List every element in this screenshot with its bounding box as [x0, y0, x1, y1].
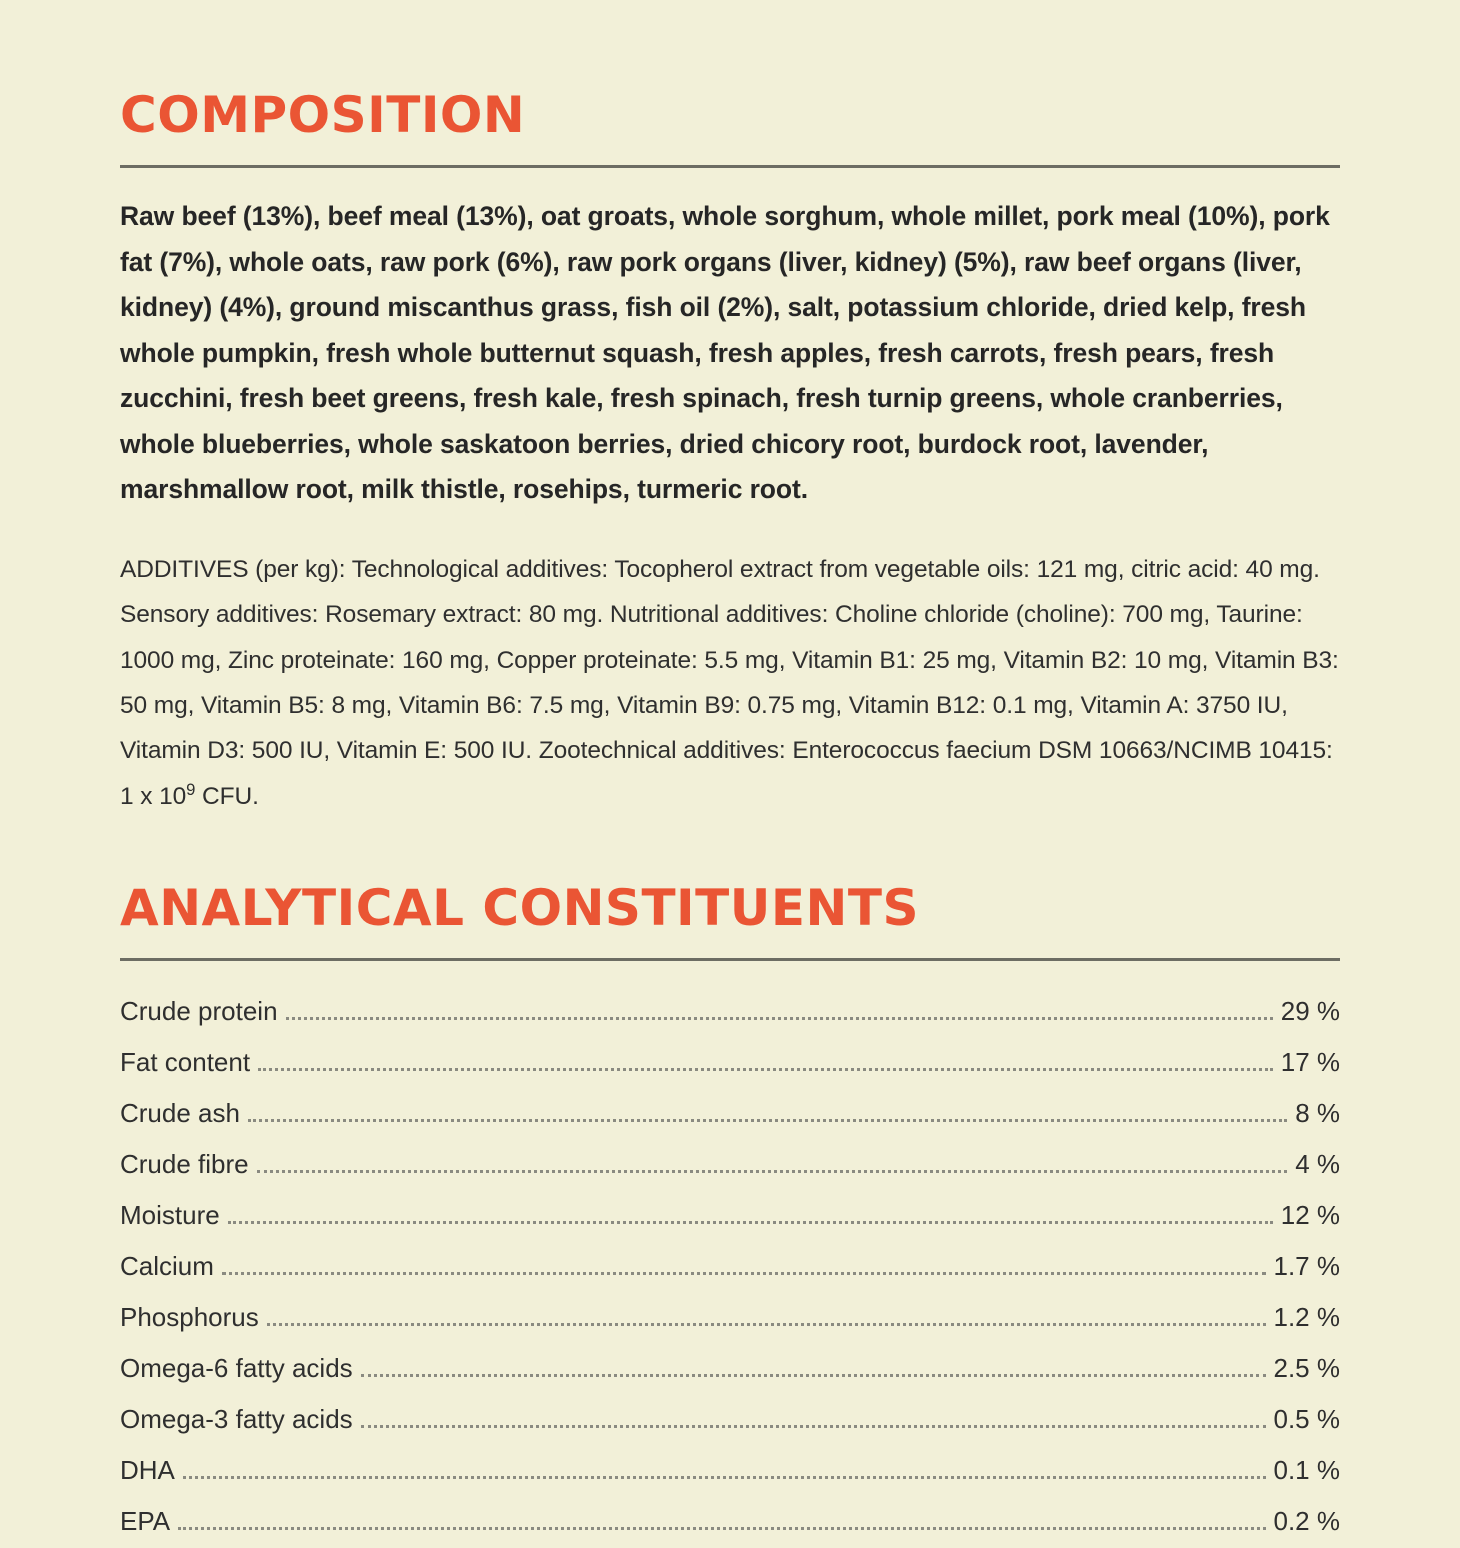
constituent-label: Moisture — [120, 1199, 220, 1230]
constituent-label: EPA — [120, 1505, 171, 1536]
leader-dots — [228, 1221, 1273, 1224]
constituent-value: 2.5 % — [1273, 1352, 1340, 1383]
constituent-value: 0.2 % — [1273, 1505, 1340, 1536]
additives-text-part1: ADDITIVES (per kg): Technological additives: Tocopherol extract from vegetable oils: 121 mg, citric acid: 40 mg. Sensory additives: Rosemary extract: 80 mg. Nutritional additives: Choline chloride (choline): 700 mg, Taurine: 1000 mg, Zinc proteinate: 160 mg, Copper proteinate: 5.5 mg, Vitamin B1: 25 mg, Vitamin B2: 10 mg, Vitamin B3: 50 mg, Vitamin B5: 8 mg, Vitamin B6: 7.5 mg, Vitamin B9: 0.75 mg, Vitamin B12: 0.1 mg, Vitamin A: 3750 IU, Vitamin D3: 500 IU, Vitamin E: 500 IU. Zootechnical additives: Enterococcus faecium DSM 10663/NCIMB 10415: 1 x 10 — [120, 556, 1339, 810]
leader-dots — [361, 1425, 1266, 1428]
table-row — [120, 1140, 1340, 1191]
table-row — [120, 1038, 1340, 1089]
leader-dots — [222, 1272, 1266, 1275]
leader-dots — [248, 1119, 1287, 1122]
leader-dots — [258, 1068, 1273, 1071]
constituent-value: 8 % — [1295, 1097, 1340, 1128]
constituent-label: Crude fibre — [120, 1148, 249, 1179]
leader-dots — [267, 1323, 1266, 1326]
constituent-label: Fat content — [120, 1046, 251, 1077]
table-row — [120, 987, 1340, 1038]
constituent-label: Phosphorus — [120, 1301, 259, 1332]
constituent-value: 1.7 % — [1273, 1250, 1340, 1281]
composition-ingredients-text: Raw beef (13%), beef meal (13%), oat groats, whole sorghum, whole millet, pork meal (10%), pork fat (7%), whole oats, raw pork (6%), raw pork organs (liver, kidney) (5%), raw beef organs (liver, kidney) (4%), ground miscanthus grass, fish oil (2%), salt, potassium chloride, dried kelp, fresh whole pumpkin, fresh whole butternut squash, fresh apples, fresh carrots, fresh pears, fresh zucchini, fresh beet greens, fresh kale, fresh spinach, fresh turnip greens, whole cranberries, whole blueberries, whole saskatoon berries, dried chicory root, burdock root, lavender, marshmallow root, milk thistle, rosehips, turmeric root. — [120, 201, 1330, 505]
constituent-value: 29 % — [1280, 995, 1340, 1026]
additives-text-part2: CFU. — [195, 782, 259, 810]
constituent-label: Crude protein — [120, 995, 278, 1026]
table-row — [120, 1497, 1340, 1548]
table-row — [120, 1446, 1340, 1497]
constituent-value: 4 % — [1295, 1148, 1340, 1179]
leader-dots — [257, 1170, 1288, 1173]
leader-dots — [178, 1527, 1265, 1530]
composition-divider — [120, 165, 1340, 168]
table-row — [120, 1089, 1340, 1140]
leader-dots — [183, 1476, 1266, 1479]
constituent-value: 1.2 % — [1273, 1301, 1340, 1332]
table-row — [120, 1395, 1340, 1446]
constituent-label: Omega-3 fatty acids — [120, 1403, 353, 1434]
analytical-section — [120, 878, 1340, 1548]
constituent-value: 0.1 % — [1273, 1454, 1340, 1485]
table-row — [120, 1242, 1340, 1293]
constituent-value: 17 % — [1280, 1046, 1340, 1077]
table-row — [120, 1293, 1340, 1344]
leader-dots — [361, 1374, 1266, 1377]
leader-dots — [286, 1017, 1273, 1020]
additives-exponent: 9 — [186, 779, 196, 799]
composition-heading: COMPOSITION — [120, 86, 526, 144]
table-row — [120, 1344, 1340, 1395]
table-row — [120, 1191, 1340, 1242]
constituent-label: Crude ash — [120, 1097, 240, 1128]
constituent-label: Omega-6 fatty acids — [120, 1352, 353, 1383]
composition-additives-text — [120, 547, 1340, 819]
analytical-divider — [120, 958, 1340, 961]
analytical-heading: ANALYTICAL CONSTITUENTS — [120, 878, 919, 937]
constituent-value: 12 % — [1280, 1199, 1340, 1230]
constituent-value: 0.5 % — [1273, 1403, 1340, 1434]
analytical-constituents-list — [120, 987, 1340, 1548]
constituent-label: DHA — [120, 1454, 175, 1485]
constituent-label: Calcium — [120, 1250, 214, 1281]
